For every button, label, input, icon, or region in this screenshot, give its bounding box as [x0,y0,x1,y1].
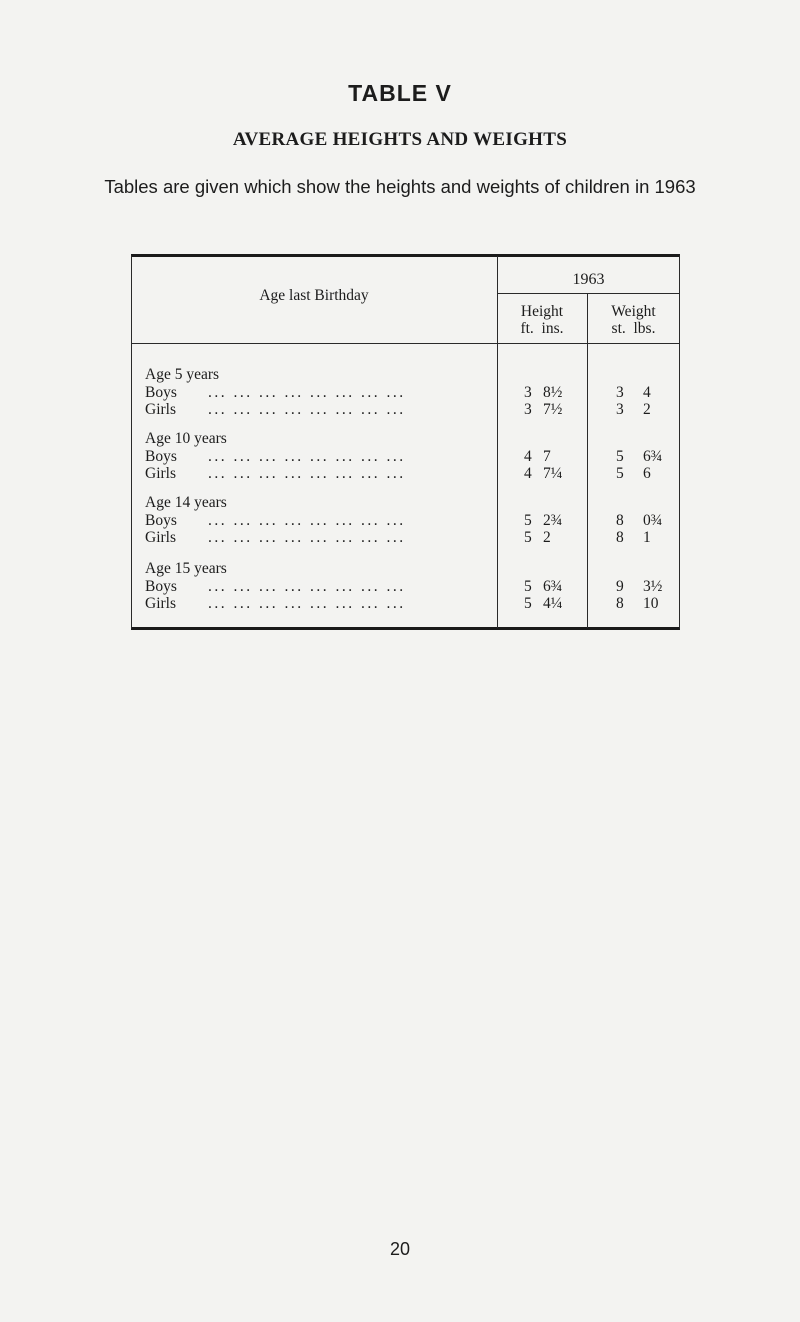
page-subtitle: AVERAGE HEIGHTS AND WEIGHTS [232,129,568,150]
row-label: Girls [145,529,176,546]
height-in: 7¼ [543,465,563,482]
weight-lb: 10 [643,595,659,612]
height-in: 8½ [543,384,563,401]
row-label: Boys [145,578,177,595]
header-rule [131,343,680,344]
height-in: 2 [543,529,551,546]
weight-lb: 6¾ [643,448,663,465]
weight-st: 8 [616,595,624,612]
height-ft: 5 [524,595,532,612]
leader-dots: ... ... ... ... ... ... ... ... [208,465,406,482]
row-label: Girls [145,595,176,612]
row-label: Boys [145,512,177,529]
group-label-age-15: Age 15 years [145,560,227,577]
height-ft: 4 [524,465,532,482]
height-in: 2¾ [543,512,563,529]
row-label: Girls [145,465,176,482]
leader-dots: ... ... ... ... ... ... ... ... [208,512,406,529]
weight-st: 5 [616,465,624,482]
table-row [145,512,665,530]
year-underline [497,293,680,294]
height-in: 7½ [543,401,563,418]
leader-dots: ... ... ... ... ... ... ... ... [208,529,406,546]
height-ft: 4 [524,448,532,465]
year-header: 1963 [572,271,605,288]
row-label: Boys [145,384,177,401]
weight-st: 3 [616,384,624,401]
row-label: Boys [145,448,177,465]
table-row [145,448,665,466]
page-title: TABLE V [348,80,452,106]
height-in: 6¾ [543,578,563,595]
row-header: Age last Birthday [259,287,369,304]
leader-dots: ... ... ... ... ... ... ... ... [208,595,406,612]
weight-lb: 4 [643,384,651,401]
height-ft: 3 [524,401,532,418]
weight-units: st. lbs. [611,320,656,337]
weight-lb: 1 [643,529,651,546]
height-units: ft. ins. [520,320,564,337]
height-header: Height [520,303,564,320]
weight-st: 8 [616,529,624,546]
table-row [145,465,665,483]
table-row [145,578,665,596]
weight-lb: 2 [643,401,651,418]
weight-header: Weight [611,303,656,320]
group-label-age-14: Age 14 years [145,494,227,511]
table-row [145,595,665,613]
table-row [145,384,665,402]
weight-lb: 3½ [643,578,663,595]
weight-st: 8 [616,512,624,529]
weight-st: 5 [616,448,624,465]
leader-dots: ... ... ... ... ... ... ... ... [208,384,406,401]
height-ft: 3 [524,384,532,401]
weight-lb: 0¾ [643,512,663,529]
height-ft: 5 [524,578,532,595]
table-row [145,401,665,419]
table-row [145,529,665,547]
group-label-age-10: Age 10 years [145,430,227,447]
height-ft: 5 [524,529,532,546]
height-in: 4¼ [543,595,563,612]
row-label: Girls [145,401,176,418]
weight-st: 3 [616,401,624,418]
height-ft: 5 [524,512,532,529]
leader-dots: ... ... ... ... ... ... ... ... [208,448,406,465]
height-in: 7 [543,448,551,465]
intro-text: Tables are given which show the heights and weights of children in 1963 [104,176,696,197]
page-number: 20 [389,1239,411,1259]
leader-dots: ... ... ... ... ... ... ... ... [208,578,406,595]
weight-lb: 6 [643,465,651,482]
group-label-age-5: Age 5 years [145,366,220,383]
leader-dots: ... ... ... ... ... ... ... ... [208,401,406,418]
weight-st: 9 [616,578,624,595]
